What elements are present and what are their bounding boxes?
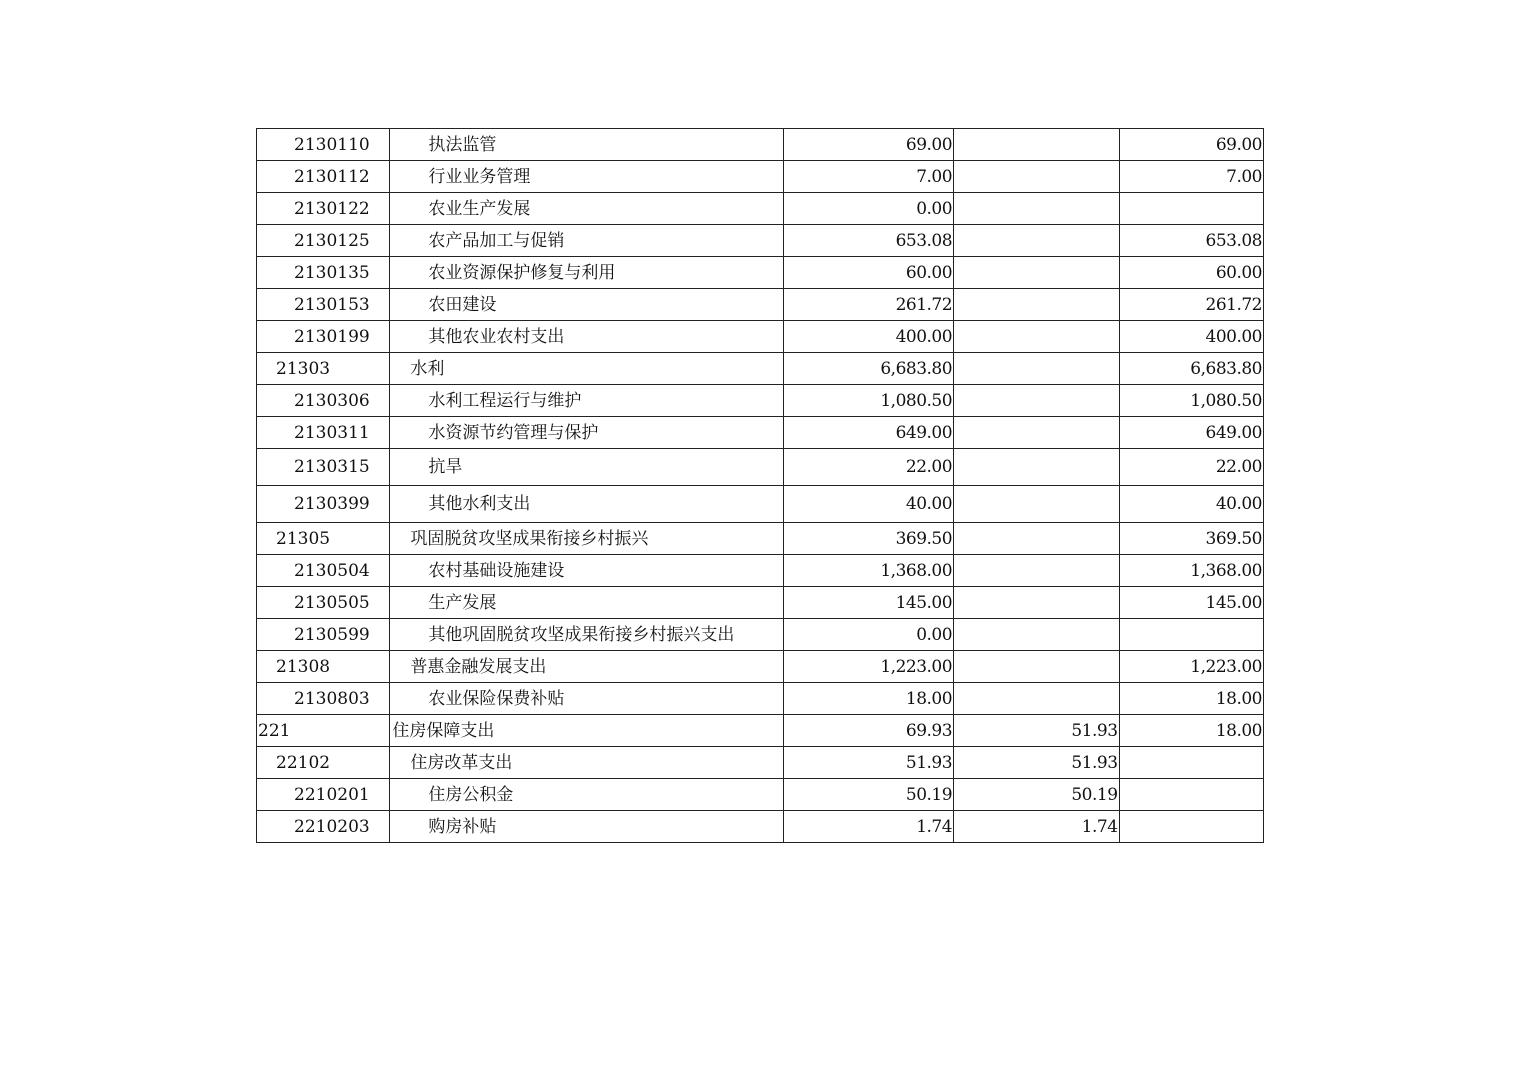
- account-code-cell: 2130125: [257, 225, 390, 257]
- basic-expenditure-cell: [954, 651, 1119, 683]
- total-amount-cell: 60.00: [783, 257, 954, 289]
- total-amount-cell: 51.93: [783, 747, 954, 779]
- table-row: [257, 619, 1264, 651]
- total-amount-cell: 50.19: [783, 779, 954, 811]
- project-expenditure-cell: [1119, 619, 1263, 651]
- basic-expenditure-cell: [954, 321, 1119, 353]
- account-name-cell: 其他水利支出: [390, 486, 783, 523]
- account-code-cell: 2130311: [257, 417, 390, 449]
- table-row: [257, 587, 1264, 619]
- account-code-cell: 21305: [257, 523, 390, 555]
- account-code-cell: 2130399: [257, 486, 390, 523]
- table-row: [257, 747, 1264, 779]
- basic-expenditure-cell: [954, 619, 1119, 651]
- account-name-cell: 执法监管: [390, 129, 783, 161]
- account-name-cell: 农田建设: [390, 289, 783, 321]
- account-code-cell: 2130199: [257, 321, 390, 353]
- table-row: [257, 257, 1264, 289]
- account-name-cell: 普惠金融发展支出: [390, 651, 783, 683]
- total-amount-cell: 649.00: [783, 417, 954, 449]
- project-expenditure-cell: 400.00: [1119, 321, 1263, 353]
- total-amount-cell: 18.00: [783, 683, 954, 715]
- project-expenditure-cell: 18.00: [1119, 715, 1263, 747]
- account-code-cell: 2210201: [257, 779, 390, 811]
- account-name-cell: 农业资源保护修复与利用: [390, 257, 783, 289]
- account-code-cell: 21308: [257, 651, 390, 683]
- basic-expenditure-cell: [954, 523, 1119, 555]
- account-code-cell: 2130505: [257, 587, 390, 619]
- project-expenditure-cell: 7.00: [1119, 161, 1263, 193]
- basic-expenditure-cell: [954, 289, 1119, 321]
- table-row: [257, 715, 1264, 747]
- total-amount-cell: 69.00: [783, 129, 954, 161]
- account-name-cell: 住房改革支出: [390, 747, 783, 779]
- project-expenditure-cell: 653.08: [1119, 225, 1263, 257]
- account-name-cell: 农业保险保费补贴: [390, 683, 783, 715]
- account-code-cell: 221: [257, 715, 390, 747]
- project-expenditure-cell: 1,223.00: [1119, 651, 1263, 683]
- account-code-cell: 2130504: [257, 555, 390, 587]
- table-row: [257, 486, 1264, 523]
- total-amount-cell: 1,368.00: [783, 555, 954, 587]
- account-name-cell: 其他农业农村支出: [390, 321, 783, 353]
- account-code-cell: 2130110: [257, 129, 390, 161]
- table-row: [257, 555, 1264, 587]
- table-body: [257, 129, 1264, 843]
- total-amount-cell: 653.08: [783, 225, 954, 257]
- total-amount-cell: 145.00: [783, 587, 954, 619]
- table-row: [257, 385, 1264, 417]
- account-name-cell: 抗旱: [390, 449, 783, 486]
- table-row: [257, 289, 1264, 321]
- account-name-cell: 其他巩固脱贫攻坚成果衔接乡村振兴支出: [390, 619, 783, 651]
- account-name-cell: 农村基础设施建设: [390, 555, 783, 587]
- basic-expenditure-cell: 51.93: [954, 715, 1119, 747]
- table-row: [257, 225, 1264, 257]
- basic-expenditure-cell: [954, 486, 1119, 523]
- basic-expenditure-cell: [954, 555, 1119, 587]
- table-row: [257, 321, 1264, 353]
- basic-expenditure-cell: [954, 257, 1119, 289]
- basic-expenditure-cell: [954, 417, 1119, 449]
- table-row: [257, 129, 1264, 161]
- basic-expenditure-cell: [954, 385, 1119, 417]
- account-name-cell: 巩固脱贫攻坚成果衔接乡村振兴: [390, 523, 783, 555]
- table-row: [257, 417, 1264, 449]
- total-amount-cell: 400.00: [783, 321, 954, 353]
- basic-expenditure-cell: [954, 683, 1119, 715]
- table-row: [257, 449, 1264, 486]
- basic-expenditure-cell: 1.74: [954, 811, 1119, 843]
- account-code-cell: 2130153: [257, 289, 390, 321]
- account-code-cell: 2130112: [257, 161, 390, 193]
- project-expenditure-cell: [1119, 747, 1263, 779]
- account-code-cell: 2130306: [257, 385, 390, 417]
- project-expenditure-cell: 60.00: [1119, 257, 1263, 289]
- basic-expenditure-cell: [954, 353, 1119, 385]
- project-expenditure-cell: 369.50: [1119, 523, 1263, 555]
- total-amount-cell: 1,080.50: [783, 385, 954, 417]
- table-row: [257, 161, 1264, 193]
- account-name-cell: 生产发展: [390, 587, 783, 619]
- project-expenditure-cell: [1119, 811, 1263, 843]
- total-amount-cell: 1.74: [783, 811, 954, 843]
- project-expenditure-cell: 1,368.00: [1119, 555, 1263, 587]
- project-expenditure-cell: 649.00: [1119, 417, 1263, 449]
- total-amount-cell: 22.00: [783, 449, 954, 486]
- total-amount-cell: 0.00: [783, 619, 954, 651]
- account-name-cell: 农产品加工与促销: [390, 225, 783, 257]
- basic-expenditure-cell: 51.93: [954, 747, 1119, 779]
- account-code-cell: 2130803: [257, 683, 390, 715]
- basic-expenditure-cell: 50.19: [954, 779, 1119, 811]
- account-name-cell: 购房补贴: [390, 811, 783, 843]
- total-amount-cell: 69.93: [783, 715, 954, 747]
- basic-expenditure-cell: [954, 225, 1119, 257]
- budget-expenditure-table: [256, 128, 1264, 843]
- account-name-cell: 水资源节约管理与保护: [390, 417, 783, 449]
- account-name-cell: 住房保障支出: [390, 715, 783, 747]
- table-row: [257, 811, 1264, 843]
- total-amount-cell: 6,683.80: [783, 353, 954, 385]
- table-row: [257, 353, 1264, 385]
- total-amount-cell: 40.00: [783, 486, 954, 523]
- account-code-cell: 2210203: [257, 811, 390, 843]
- account-code-cell: 22102: [257, 747, 390, 779]
- project-expenditure-cell: 69.00: [1119, 129, 1263, 161]
- project-expenditure-cell: 6,683.80: [1119, 353, 1263, 385]
- project-expenditure-cell: 18.00: [1119, 683, 1263, 715]
- account-name-cell: 水利工程运行与维护: [390, 385, 783, 417]
- basic-expenditure-cell: [954, 161, 1119, 193]
- project-expenditure-cell: [1119, 779, 1263, 811]
- table-row: [257, 651, 1264, 683]
- project-expenditure-cell: 261.72: [1119, 289, 1263, 321]
- account-name-cell: 农业生产发展: [390, 193, 783, 225]
- account-code-cell: 2130122: [257, 193, 390, 225]
- total-amount-cell: 261.72: [783, 289, 954, 321]
- account-name-cell: 住房公积金: [390, 779, 783, 811]
- project-expenditure-cell: 40.00: [1119, 486, 1263, 523]
- basic-expenditure-cell: [954, 129, 1119, 161]
- project-expenditure-cell: [1119, 193, 1263, 225]
- total-amount-cell: 1,223.00: [783, 651, 954, 683]
- account-code-cell: 2130135: [257, 257, 390, 289]
- basic-expenditure-cell: [954, 193, 1119, 225]
- project-expenditure-cell: 22.00: [1119, 449, 1263, 486]
- account-code-cell: 21303: [257, 353, 390, 385]
- project-expenditure-cell: 145.00: [1119, 587, 1263, 619]
- basic-expenditure-cell: [954, 587, 1119, 619]
- total-amount-cell: 0.00: [783, 193, 954, 225]
- table-row: [257, 193, 1264, 225]
- account-name-cell: 水利: [390, 353, 783, 385]
- project-expenditure-cell: 1,080.50: [1119, 385, 1263, 417]
- account-code-cell: 2130315: [257, 449, 390, 486]
- basic-expenditure-cell: [954, 449, 1119, 486]
- account-name-cell: 行业业务管理: [390, 161, 783, 193]
- table-row: [257, 683, 1264, 715]
- total-amount-cell: 7.00: [783, 161, 954, 193]
- total-amount-cell: 369.50: [783, 523, 954, 555]
- account-code-cell: 2130599: [257, 619, 390, 651]
- table-row: [257, 523, 1264, 555]
- table-row: [257, 779, 1264, 811]
